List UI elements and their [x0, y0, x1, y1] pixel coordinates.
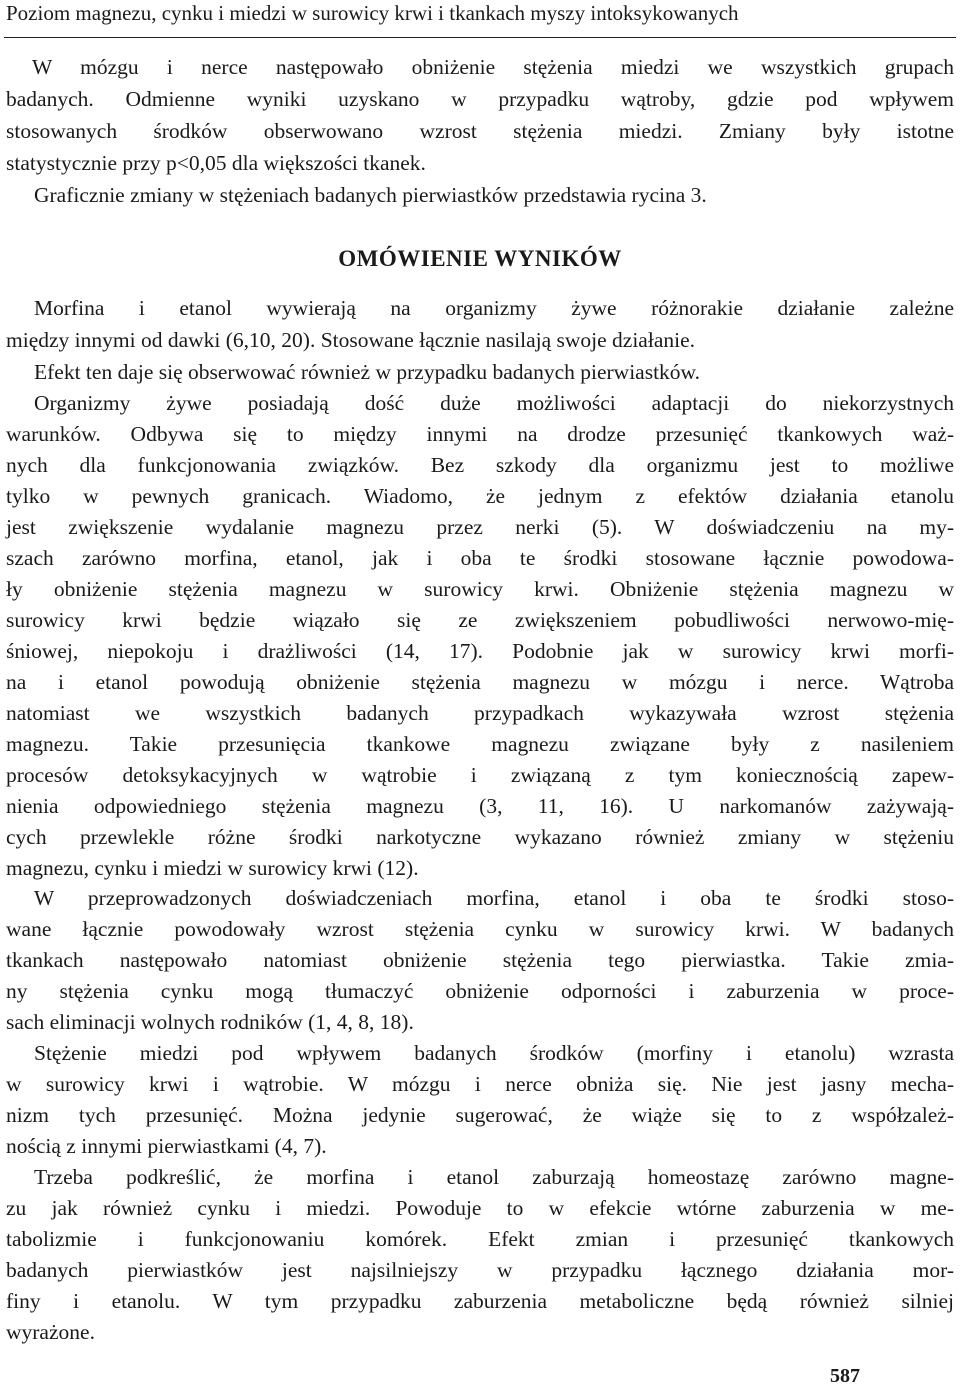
discussion-line: tylko w pewnych granicach. Wiadomo, że jednym z efektów działania etanolu	[6, 484, 954, 508]
discussion-line: między innymi od dawki (6,10, 20). Stosowane łącznie nasilają swoje działanie.	[6, 328, 696, 352]
results-line: W mózgu i nerce następowało obniżenie stężenia miedzi we wszystkich grupach	[32, 55, 954, 79]
discussion-line: wyrażone.	[6, 1320, 95, 1344]
discussion-line: tkankach następowało natomiast obniżenie stężenia tego pierwiastka. Takie zmia-	[6, 948, 954, 972]
discussion-line: nizm tych przesunięć. Można jedynie sugerować, że wiąże się to z współzależ-	[6, 1103, 954, 1127]
results-line: Graficznie zmiany w stężeniach badanych pierwiastków przedstawia rycina 3.	[34, 183, 707, 207]
discussion-line: ły obniżenie stężenia magnezu w surowicy krwi. Obniżenie stężenia magnezu w	[6, 577, 954, 601]
discussion-line: nienia odpowiedniego stężenia magnezu (3, 11, 16). U narkomanów zażywają-	[6, 794, 954, 818]
discussion-line: warunków. Odbywa się to między innymi na drodze przesunięć tkankowych waż-	[6, 422, 954, 446]
discussion-line: natomiast we wszystkich badanych przypadkach wykazywała wzrost stężenia	[6, 701, 954, 725]
discussion-line: magnezu, cynku i miedzi w surowicy krwi (12).	[6, 856, 419, 880]
header-rule	[4, 37, 956, 38]
discussion-line: badanych pierwiastków jest najsilniejszy w przypadku łącznego działania mor-	[6, 1258, 954, 1282]
results-line: statystycznie przy p<0,05 dla większości tkanek.	[6, 151, 426, 175]
discussion-line: Stężenie miedzi pod wpływem badanych środków (morfiny i etanolu) wzrasta	[34, 1041, 954, 1065]
discussion-line: tabolizmie i funkcjonowaniu komórek. Efekt zmian i przesunięć tkankowych	[6, 1227, 954, 1251]
page-number: 587	[830, 1365, 860, 1387]
discussion-line: wane łącznie powodowały wzrost stężenia cynku w surowicy krwi. W badanych	[6, 917, 954, 941]
discussion-line: ny stężenia cynku mogą tłumaczyć obniżenie odporności i zaburzenia w proce-	[6, 979, 954, 1003]
discussion-line: Efekt ten daje się obserwować również w przypadku badanych pierwiastków.	[34, 360, 701, 384]
discussion-line: nych dla funkcjonowania związków. Bez szkody dla organizmu jest to możliwe	[6, 453, 954, 477]
discussion-line: Morfina i etanol wywierają na organizmy żywe różnorakie działanie zależne	[34, 296, 954, 320]
discussion-line: surowicy krwi będzie wiązało się ze zwiększeniem pobudliwości nerwowo-mię-	[6, 608, 954, 632]
results-line: stosowanych środków obserwowano wzrost stężenia miedzi. Zmiany były istotne	[6, 119, 954, 143]
discussion-line: nością z innymi pierwiastkami (4, 7).	[6, 1134, 327, 1158]
discussion-line: szach zarówno morfina, etanol, jak i oba te środki stosowane łącznie powodowa-	[6, 546, 954, 570]
discussion-line: śniowej, niepokoju i drażliwości (14, 17). Podobnie jak w surowicy krwi morfi-	[6, 639, 954, 663]
discussion-line: na i etanol powodują obniżenie stężenia magnezu w mózgu i nerce. Wątroba	[6, 670, 954, 694]
discussion-line: cych przewlekle różne środki narkotyczne wykazano również zmiany w stężeniu	[6, 825, 954, 849]
discussion-line: jest zwiększenie wydalanie magnezu przez nerki (5). W doświadczeniu na my-	[6, 515, 954, 539]
discussion-line: magnezu. Takie przesunięcia tkankowe magnezu związane były z nasileniem	[6, 732, 954, 756]
running-head: Poziom magnezu, cynku i miedzi w surowicy krwi i tkankach myszy intoksykowanych	[6, 1, 739, 25]
discussion-line: Organizmy żywe posiadają dość duże możliwości adaptacji do niekorzystnych	[34, 391, 954, 415]
discussion-line: W przeprowadzonych doświadczeniach morfina, etanol i oba te środki stoso-	[34, 886, 954, 910]
discussion-line: zu jak również cynku i miedzi. Powoduje to w efekcie wtórne zaburzenia w me-	[6, 1196, 954, 1220]
discussion-line: finy i etanolu. W tym przypadku zaburzenia metaboliczne będą również silniej	[6, 1289, 954, 1313]
discussion-line: procesów detoksykacyjnych w wątrobie i związaną z tym koniecznością zapew-	[6, 763, 954, 787]
discussion-line: w surowicy krwi i wątrobie. W mózgu i nerce obniża się. Nie jest jasny mecha-	[6, 1072, 954, 1096]
results-line: badanych. Odmienne wyniki uzyskano w przypadku wątroby, gdzie pod wpływem	[6, 87, 954, 111]
section-heading: OMÓWIENIE WYNIKÓW	[338, 246, 622, 271]
discussion-line: sach eliminacji wolnych rodników (1, 4, 8, 18).	[6, 1010, 414, 1034]
discussion-line: Trzeba podkreślić, że morfina i etanol zaburzają homeostazę zarówno magne-	[34, 1165, 954, 1189]
